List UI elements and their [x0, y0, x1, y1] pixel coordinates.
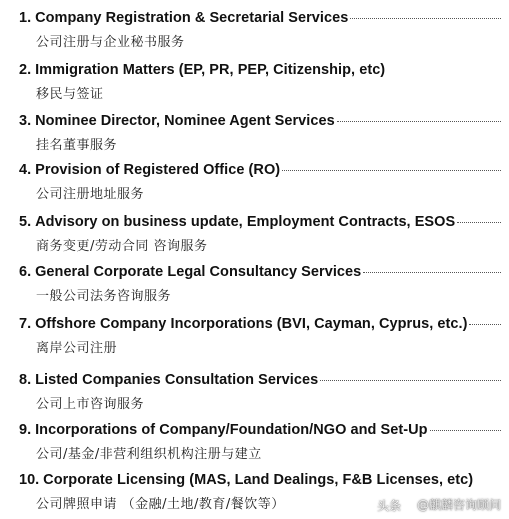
service-title: Offshore Company Incorporations (BVI, Cayman, Cyprus, etc.): [35, 316, 468, 332]
service-title-line: [19, 372, 501, 392]
service-item-1: [19, 10, 501, 50]
service-title-line: [19, 214, 501, 234]
service-title: Advisory on business update, Employment Contracts, ESOS: [35, 214, 456, 230]
dot-leader: [337, 121, 501, 122]
dot-leader: [320, 380, 501, 381]
service-number: 10.: [19, 472, 40, 488]
service-title-line: [19, 264, 501, 284]
service-title: Provision of Registered Office (RO): [35, 162, 281, 178]
service-subtitle: 移民与签证: [36, 87, 104, 102]
service-subtitle: 离岸公司注册: [36, 341, 118, 356]
service-number: 4.: [19, 162, 32, 178]
dot-leader: [469, 324, 501, 325]
service-number: 8.: [19, 372, 32, 388]
service-item-6: [19, 264, 501, 304]
service-item-3: [19, 113, 501, 153]
service-title: Incorporations of Company/Foundation/NGO and Set-Up: [35, 422, 428, 438]
service-number: 5.: [19, 214, 32, 230]
service-subtitle: 公司注册与企业秘书服务: [36, 35, 185, 50]
service-item-2: [19, 62, 501, 102]
service-title-line: [19, 10, 501, 30]
service-item-7: [19, 316, 501, 356]
dot-leader: [363, 272, 501, 273]
service-title-line: [19, 316, 501, 336]
service-title: General Corporate Legal Consultancy Services: [35, 264, 362, 280]
service-number: 7.: [19, 316, 32, 332]
service-number: 2.: [19, 62, 32, 78]
watermark-handle: @麒麟咨询顾问: [416, 498, 501, 512]
service-subtitle: 一般公司法务咨询服务: [36, 289, 172, 304]
service-title: Listed Companies Consultation Services: [35, 372, 319, 388]
service-title: Corporate Licensing (MAS, Land Dealings, F&B Licenses, etc): [43, 472, 474, 488]
dot-leader: [430, 430, 501, 431]
service-item-8: [19, 372, 501, 412]
service-title-line: [19, 422, 501, 442]
service-item-9: [19, 422, 501, 462]
dot-leader: [350, 18, 501, 19]
service-number: 9.: [19, 422, 32, 438]
service-title: Nominee Director, Nominee Agent Services: [35, 113, 335, 129]
service-subtitle: 公司牌照申请 （金融/土地/教育/餐饮等）: [36, 497, 285, 512]
service-subtitle: 挂名董事服务: [36, 138, 118, 153]
service-title-line: [19, 472, 501, 492]
dot-leader: [457, 222, 501, 223]
service-subtitle: 公司注册地址服务: [36, 187, 145, 202]
service-title-line: [19, 113, 501, 133]
service-title: Company Registration & Secretarial Services: [35, 10, 349, 26]
service-title-line: [19, 62, 501, 82]
service-item-5: [19, 214, 501, 254]
watermark: [377, 496, 501, 513]
service-title-line: [19, 162, 501, 182]
dot-leader: [282, 170, 501, 171]
service-item-4: [19, 162, 501, 202]
service-number: 3.: [19, 113, 32, 129]
watermark-logo: 头条: [376, 498, 401, 513]
service-subtitle: 商务变更/劳动合同 咨询服务: [36, 239, 208, 254]
service-number: 6.: [19, 264, 32, 280]
service-subtitle: 公司上市咨询服务: [36, 397, 145, 412]
service-number: 1.: [19, 10, 32, 26]
service-subtitle: 公司/基金/非营利组织机构注册与建立: [36, 447, 262, 462]
service-title: Immigration Matters (EP, PR, PEP, Citizenship, etc): [35, 62, 386, 78]
